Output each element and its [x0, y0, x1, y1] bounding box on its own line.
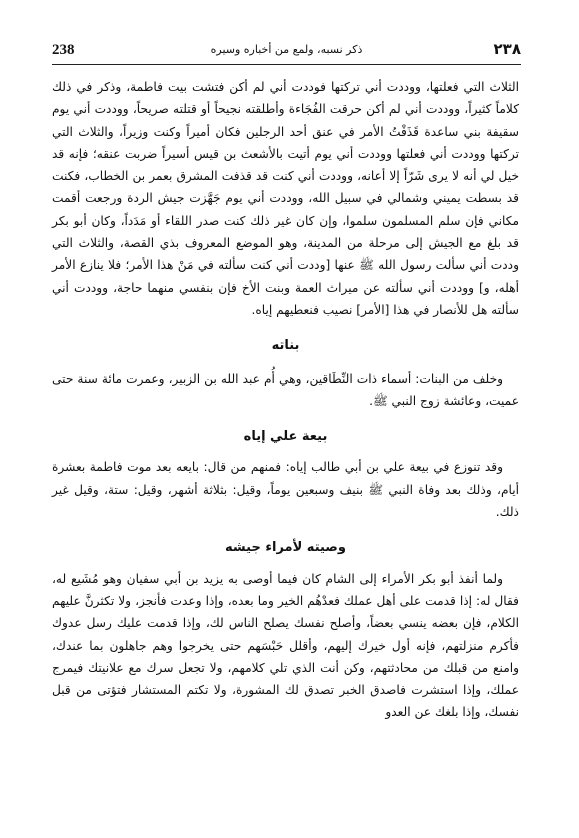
section-heading-ali-pledge: بيعة علي إياه	[243, 429, 328, 445]
page-header	[52, 40, 521, 65]
section-heading-army-advice: وصيته لأمراء جيشه	[225, 540, 346, 556]
paragraph-ali-pledge: وقد تنوزع في بيعة علي بن أبي طالب إياه: فمنهم من قال: بايعه بعد موت فاطمة بعشرة أيام، وذلك بعد وفاة النبي ﷺ بنيف وسبعين يوماً، وقيل: بثلاثة أشهر، وقيل: ستة، وقيل غير ذلك.	[52, 460, 519, 520]
paragraph-daughters: وخلف من البنات: أسماء ذات النِّطَاقين، وهي أُم عبد الله بن الزبير، وعمرت مائة سنة حتى عميت، وعائشة زوج النبي ﷺ.	[52, 371, 519, 408]
section-heading-daughters: بناته	[271, 338, 300, 354]
page-number-latin: 238	[52, 42, 75, 58]
paragraph-army-advice: ولما أنفذ أبو بكر الأمراء إلى الشام كان فيما أوصى به يزيد بن أبي سفيان وهو مُشَيع له، فقال له: إذا قدمت على أهل عملك فعدْهُم الخير وما بعده، وإذا وعدت فأنجز، ولا تكثرنَّ عليهم الكلام، فإن بعضه ينسي بعضاً، وأصلح نفسك يصلح الناس لك، وإذا قدمت عليك رسل عدوك فأكرم منزلتهم، فإنه أول خيرك إليهم، وأقلل حَبْسَهم حتى يخرجوا وهم جاهلون بما عندك، وامنع من قبلك من محادثتهم، وكن أنت الذي تلي كلامهم، ولا تجعل سرك مع علانيتك فيمرج عملك، وإذا استشرت فاصدق الخبر تصدق لك المشورة، ولا تكتم المستشار فتؤتى من قبل نفسك، وإذا بلغك عن العدو	[52, 571, 519, 720]
paragraph-three-regrets: الثلاث التي فعلتها، ووددت أني تركتها فوددت أني لم أكن فتشت بيت فاطمة، وذكر في ذلك كلاماً كثيراً، ووددت أني لم أكن حرقت الفُجَاءة وأطلقته نجيحاً أو قتلته صريحاً، ووددت أني يوم سقيفة بني ساعدة قَذَفْتُ الأمر في عنق أحد الرجلين فكان أميراً وكنت وزيراً، والثلاث التي تركتها ووددت أني فعلتها ووددت أني يوم أتيت بالأشعث بن قيس أسيراً ضربت عنقه؛ فإنه قد خيل لي أنه لا يرى شَرّاً إلا أعانه، ووددت أني كنت قد قذفت المشرق بعمر بن الخطاب، فكنت قد بسطت يميني وشمالي في سبيل الله، ووددت أني يوم جَهَّزت جيش الردة ورجعت أقمت مكاني فإن سلم المسلمون سلموا، وإن كان غير ذلك كنت صدر اللقاء أو مَدَداً، وكان أبو بكر قد بلغ مع الجيش إلى مرحلة من المدينة، وهو الموضع المعروف بذي القصة، والثلاث التي وددت أني سألت رسول الله ﷺ عنها [وددت أني كنت سألته في مَنْ هذا الأمر؛ فلا ينازع الأمر أهله، و] ووددت أني سألته عن ميراث العمة وبنت الأخ فإن بنفسي منهما حاجة، ووددت أني سألته هل للأنصار في هذا [الأمر] نصيب فنعطيهم إياه.	[52, 80, 519, 317]
page-number-arabic: ٢٣٨	[493, 40, 521, 58]
page-body	[52, 76, 519, 724]
running-title: ذكر نسبه، ولمع من أخباره وسيره	[210, 43, 363, 56]
